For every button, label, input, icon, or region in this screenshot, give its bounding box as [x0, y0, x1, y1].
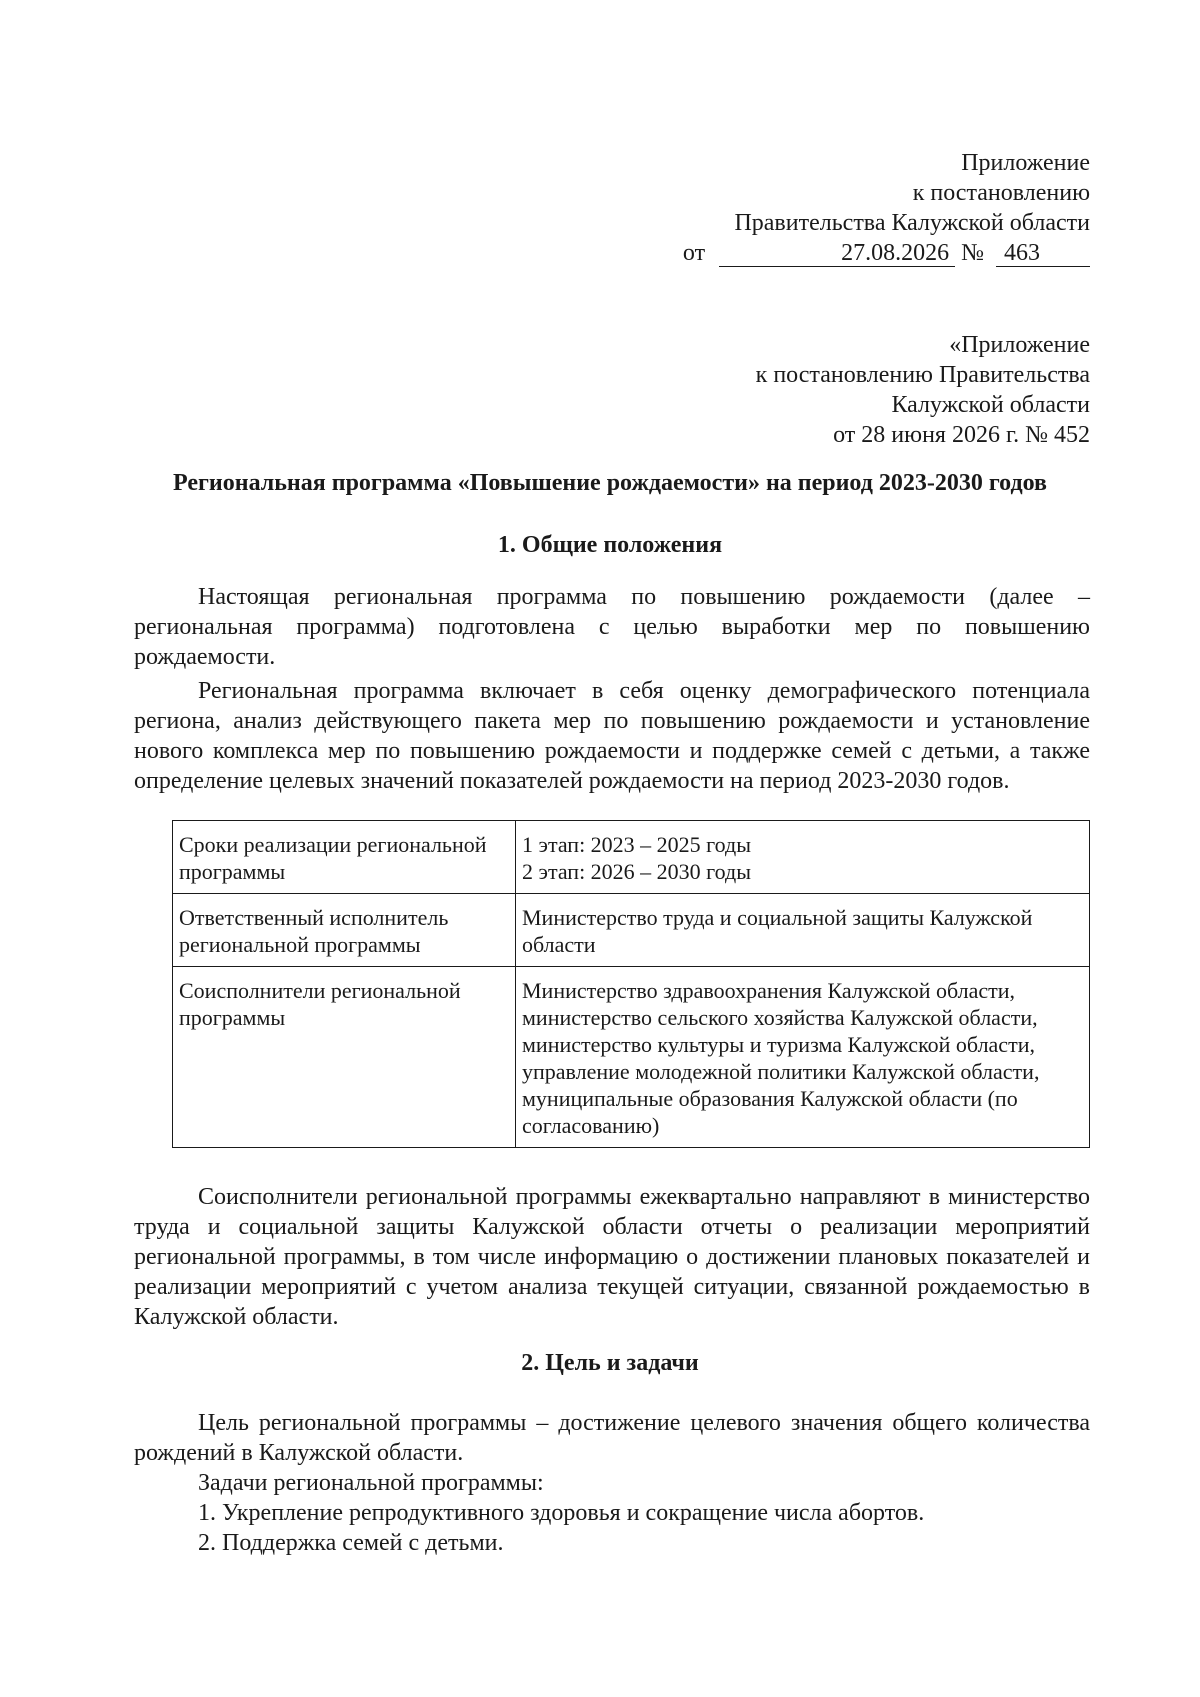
table-value-cell: Министерство здравоохранения Калужской области, министерство сельского хозяйства Калужской области, министерство культуры и туризма Калужской области, управление молодежной политики Калужской области, муниципальные образования Калужской области (по согласованию) — [516, 967, 1090, 1148]
number-label: № — [961, 240, 984, 266]
prior-appendix-line4: от 28 июня 2026 г. № 452 — [833, 422, 1090, 448]
section-heading-general: 1. Общие положения — [497, 532, 723, 558]
stage-1: 1 этап: 2023 – 2025 годы — [522, 832, 752, 857]
program-passport-table — [172, 820, 1090, 1148]
appendix-header-line1: Приложение — [961, 150, 1090, 176]
table-value-cell: Министерство труда и социальной защиты Калужской области — [516, 894, 1090, 967]
prior-appendix-header — [756, 330, 1090, 450]
prior-appendix-line3: Калужской области — [891, 392, 1090, 418]
decree-number: 463 — [996, 240, 1090, 267]
prior-appendix-line1: «Приложение — [949, 332, 1090, 358]
task-item: 2. Поддержка семей с детьми. — [198, 1530, 504, 1556]
appendix-header-line3: Правительства Калужской области — [734, 210, 1090, 236]
appendix-date-line — [683, 238, 1090, 268]
stage-2: 2 этап: 2026 – 2030 годы — [522, 859, 752, 884]
decree-date: 27.08.2026 — [719, 240, 955, 267]
paragraph-goal: Цель региональной программы – достижение целевого значения общего количества рождений в Калужской области. — [134, 1410, 1090, 1466]
task-item: 1. Укрепление репродуктивного здоровья и сокращение числа абортов. — [198, 1500, 925, 1526]
table-value-cell — [516, 821, 1090, 894]
table-row — [173, 967, 1090, 1148]
table-label-cell: Сроки реализации региональной программы — [173, 821, 516, 894]
table-label-cell: Соисполнители региональной программы — [173, 967, 516, 1148]
table-row — [173, 821, 1090, 894]
document-title: Региональная программа «Повышение рождаемости» на период 2023-2030 годов — [173, 470, 1047, 496]
tasks-label: Задачи региональной программы: — [198, 1470, 544, 1496]
paragraph-reporting: Соисполнители региональной программы ежеквартально направляют в министерство труда и социальной защиты Калужской области отчеты о реализации мероприятий региональной программы, в том числе информацию о достижении плановых показателей и реализации мероприятий с учетом анализа текущей ситуации, связанной рождаемостью в Калужской области. — [134, 1184, 1090, 1330]
from-label: от — [682, 240, 706, 266]
table-row — [173, 894, 1090, 967]
paragraph-scope: Региональная программа включает в себя оценку демографического потенциала региона, анализ действующего пакета мер по повышению рождаемости и установление нового комплекса мер по повышению рождаемости и поддержке семей с детьми, а также определение целевых значений показателей рождаемости на период 2023-2030 годов. — [134, 678, 1090, 794]
table-label-cell: Ответственный исполнитель региональной программы — [173, 894, 516, 967]
paragraph-intro: Настоящая региональная программа по повышению рождаемости (далее – региональная программа) подготовлена с целью выработки мер по повышению рождаемости. — [134, 584, 1090, 670]
appendix-header-line2: к постановлению — [912, 180, 1090, 206]
section-heading-goals: 2. Цель и задачи — [521, 1350, 699, 1376]
appendix-header — [683, 148, 1090, 268]
prior-appendix-line2: к постановлению Правительства — [755, 362, 1090, 388]
